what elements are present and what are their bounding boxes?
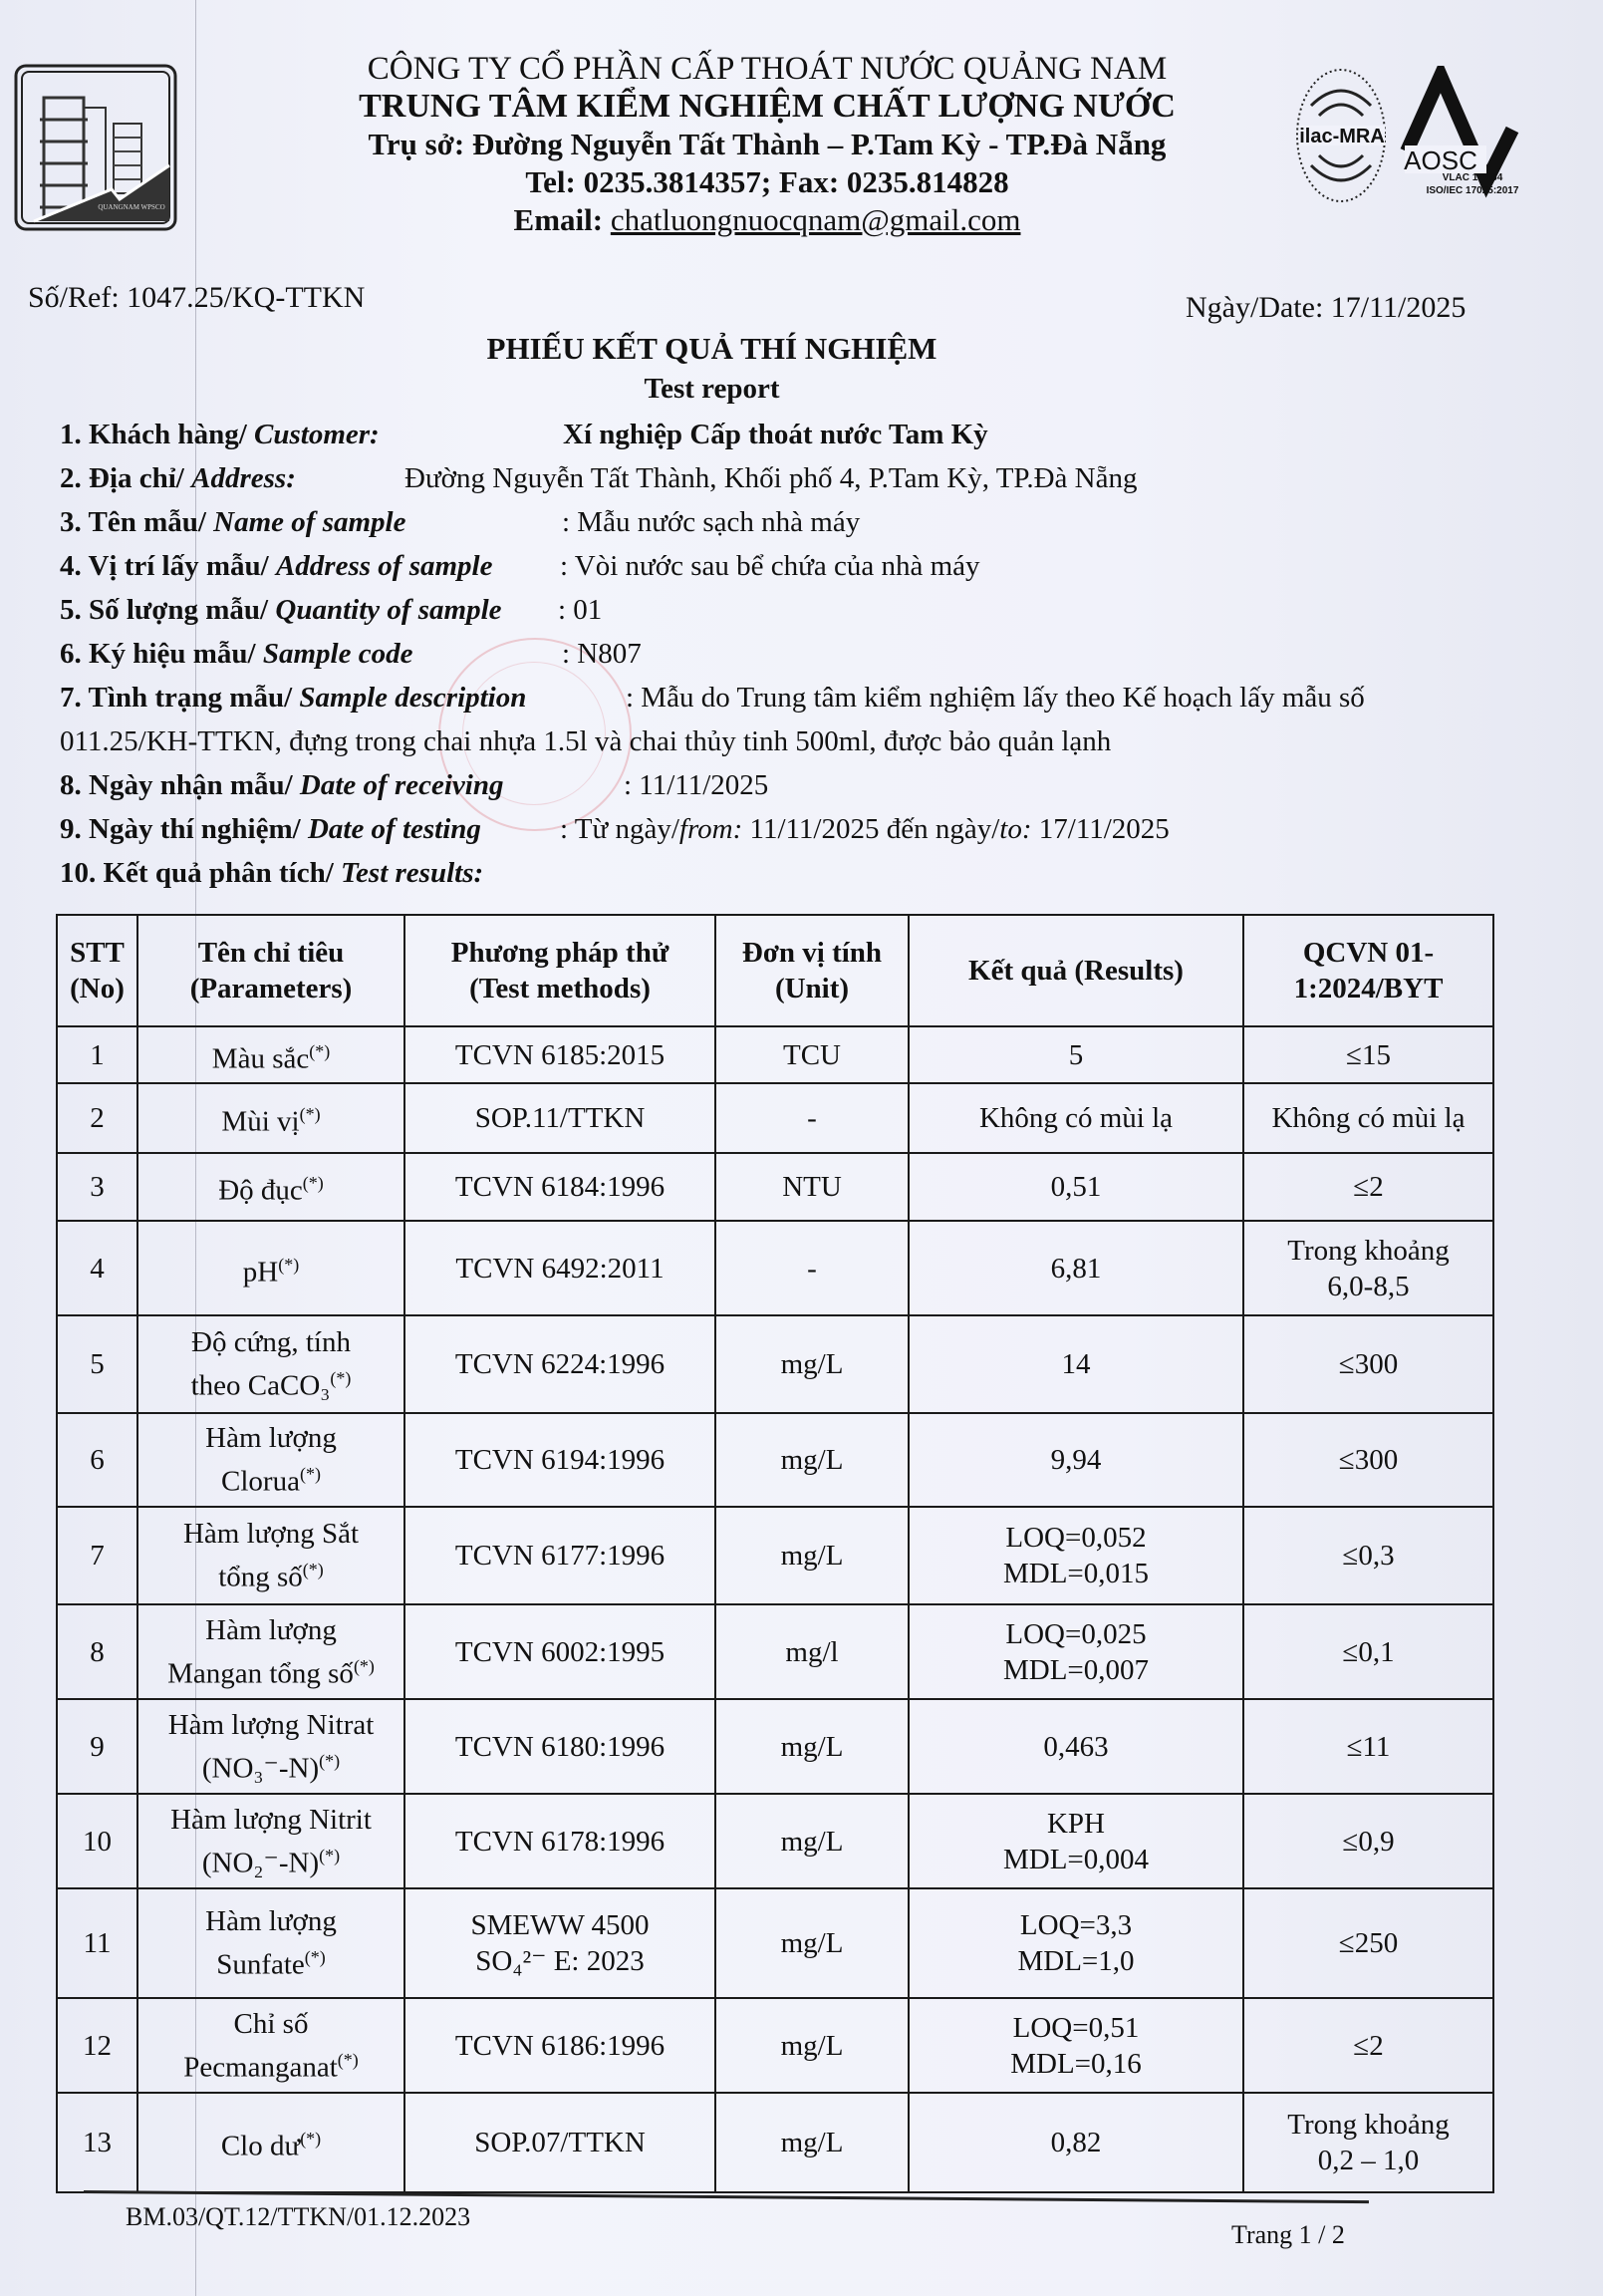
info-quantity: 5. Số lượng mẫu/ Quantity of sample [60,594,502,626]
row-standard-text: ≤15 [1346,1038,1391,1071]
info-sample-name-value: : Mẫu nước sạch nhà máy [562,506,861,538]
row-parameter-text: Độ đục [218,1174,303,1207]
row-no [57,1026,137,1083]
row-result [909,1699,1243,1794]
row-result-text: 0,463 [1043,1730,1109,1763]
row-unit-text: mg/L [780,2127,844,2158]
aosc-text: AOSC [1404,145,1477,175]
row-result [909,1315,1243,1413]
row-result-text: Không có mùi lạ [978,1102,1174,1134]
row-result [909,1888,1243,1998]
row-unit-text: mg/L [780,1540,844,1572]
logo-text: QUANGNAM WPSCO [98,203,165,211]
accredited-mark: (*) [330,1368,352,1389]
info-sample-code: 6. Ký hiệu mẫu/ Sample code [60,638,413,670]
results-table [56,914,1494,2193]
accredited-mark: (*) [302,1560,324,1580]
row-unit [715,1699,909,1794]
iso-code: ISO/IEC 17025:2017 [1426,185,1519,196]
table-row [57,1604,1493,1699]
header-no: STT (No) [57,915,137,1026]
row-result-text: MDL=0,007 [1002,1653,1150,1686]
row-standard-text: ≤2 [1353,2029,1384,2062]
row-method [404,1794,715,1888]
row-unit [715,1998,909,2093]
row-standard [1243,1604,1493,1699]
row-unit-text: NTU [782,1171,842,1203]
row-parameter-text: Clo dư [220,2130,301,2162]
row-method [404,1083,715,1153]
row-no [57,1221,137,1315]
row-unit-text: - [807,1102,817,1134]
row-parameter-text: Hàm lượng Nitrit [170,1803,372,1836]
row-no [57,1315,137,1413]
row-parameter [137,1604,404,1699]
accredited-mark: (*) [337,2049,359,2070]
row-parameter [137,1221,404,1315]
phone-fax: Tel: 0235.3814357; Fax: 0235.814828 [525,164,1009,199]
table-row [57,1998,1493,2093]
accredited-mark: (*) [302,1173,324,1194]
table-row [57,1413,1493,1507]
row-unit [715,1221,909,1315]
row-unit-text: mg/L [780,2029,844,2062]
table-row [57,1221,1493,1315]
row-method [404,1315,715,1413]
row-result [909,1507,1243,1604]
report-title: PHIẾU KẾT QUẢ THÍ NGHIỆM [486,331,937,366]
info-quantity-value: : 01 [558,594,603,626]
row-unit [715,1026,909,1083]
info-sample-location: 4. Vị trí lấy mẫu/ Address of sample [60,550,493,582]
row-no [57,2093,137,2192]
vlac-code: VLAC 1.0164 [1442,172,1503,183]
info-sample-name: 3. Tên mẫu/ Name of sample [60,506,406,538]
row-method-text: TCVN 6185:2015 [454,1038,666,1071]
row-unit [715,2093,909,2192]
row-method-text: TCVN 6177:1996 [454,1540,666,1572]
row-standard [1243,1507,1493,1604]
header-standard: QCVN 01- 1:2024/BYT [1243,915,1493,1026]
row-parameter [137,1315,404,1413]
row-method-text: TCVN 6002:1995 [454,1635,666,1668]
table-header-row [57,915,1493,1026]
accredited-mark: (*) [299,1464,321,1485]
ilac-text: ilac-MRA [1299,126,1385,147]
info-description-value: : Mẫu do Trung tâm kiểm nghiệm lấy theo Kế hoạch lấy mẫu số [626,682,1365,714]
info-customer: 1. Khách hàng/ Customer: [60,419,380,450]
row-no [57,1794,137,1888]
row-no [57,1083,137,1153]
row-parameter [137,1699,404,1794]
row-no-text: 7 [90,1540,105,1572]
table-row [57,1794,1493,1888]
letterhead [259,50,1275,239]
row-parameter [137,1507,404,1604]
accredited-mark: (*) [278,1254,300,1275]
row-parameter-text: Hàm lượng [205,1613,337,1646]
accredited-mark: (*) [309,1040,331,1061]
row-no-text: 5 [90,1348,105,1380]
row-standard [1243,2093,1493,2192]
row-parameter-text: theo CaCO₃ [190,1369,331,1402]
info-customer-value: Xí nghiệp Cấp thoát nước Tam Kỳ [563,419,988,450]
row-result-text: 0,51 [1050,1171,1102,1203]
row-no-text: 2 [90,1102,105,1134]
row-standard-text: ≤300 [1338,1444,1399,1476]
row-method [404,1221,715,1315]
info-sample-location-value: : Vòi nước sau bể chứa của nhà máy [560,550,980,582]
row-method-text: TCVN 6194:1996 [454,1444,666,1476]
row-parameter-text: Mùi vị [221,1105,300,1138]
info-test-results: 10. Kết quả phân tích/ Test results: [60,857,484,889]
accredited-mark: (*) [319,1750,341,1771]
row-unit [715,1604,909,1699]
row-unit [715,1507,909,1604]
row-result [909,1794,1243,1888]
row-no [57,1413,137,1507]
row-standard [1243,1413,1493,1507]
accredited-mark: (*) [304,1947,326,1968]
row-unit [715,1315,909,1413]
row-method-text: TCVN 6180:1996 [454,1730,666,1763]
row-standard [1243,1221,1493,1315]
accreditation-codes [1413,171,1532,197]
row-method-text: SO₄²⁻ E: 2023 [475,1945,645,1977]
row-unit [715,1153,909,1221]
row-method [404,1888,715,1998]
accredited-mark: (*) [353,1655,375,1676]
row-result-text: MDL=0,16 [1010,2047,1142,2080]
row-standard [1243,1026,1493,1083]
report-date: Ngày/Date: 17/11/2025 [1186,291,1467,324]
row-no-text: 13 [83,2127,112,2158]
row-method [404,1026,715,1083]
row-standard [1243,1315,1493,1413]
row-result [909,1998,1243,2093]
header-unit: Đơn vị tính (Unit) [715,915,909,1026]
row-result [909,2093,1243,2192]
table-row [57,1083,1493,1153]
row-parameter-text: Độ cứng, tính [191,1326,351,1359]
form-code: BM.03/QT.12/TTKN/01.12.2023 [126,2202,471,2231]
table-row [57,1026,1493,1083]
row-no-text: 12 [83,2029,112,2062]
row-method-text: SOP.11/TTKN [474,1102,646,1134]
row-no [57,1998,137,2093]
row-unit-text: mg/L [780,1444,844,1476]
aosc-icon [1404,76,1512,181]
row-result [909,1153,1243,1221]
row-standard-text: ≤0,3 [1342,1540,1395,1572]
row-method [404,1153,715,1221]
row-standard [1243,1888,1493,1998]
row-parameter [137,1083,404,1153]
row-method [404,1413,715,1507]
row-result [909,1221,1243,1315]
row-no-text: 8 [90,1635,105,1668]
reference-number: Số/Ref: 1047.25/KQ-TTKN [28,281,366,314]
row-method [404,1998,715,2093]
row-standard [1243,1699,1493,1794]
row-method [404,1699,715,1794]
row-result-text: 5 [1068,1038,1084,1071]
info-address-value: Đường Nguyễn Tất Thành, Khối phố 4, P.Tam Kỳ, TP.Đà Nẵng [404,462,1138,494]
info-date-testing-value: : Từ ngày/from: 11/11/2025 đến ngày/to: 17/11/2025 [560,813,1170,845]
row-result-text: 6,81 [1050,1252,1102,1285]
info-date-receiving: 8. Ngày nhận mẫu/ Date of receiving [60,769,504,801]
row-no-text: 4 [90,1252,105,1285]
row-unit-text: mg/l [785,1635,839,1668]
email-label: Email: [513,202,611,237]
row-parameter [137,1794,404,1888]
email-line [259,201,1275,239]
row-unit [715,1794,909,1888]
row-method [404,1604,715,1699]
row-method-text: SOP.07/TTKN [474,2127,646,2158]
row-standard-text: Không có mùi lạ [1271,1102,1466,1134]
row-parameter-text: Hàm lượng Nitrat [167,1708,375,1741]
table-row [57,2093,1493,2192]
row-method-text: TCVN 6224:1996 [454,1348,666,1380]
row-parameter-text: Clorua [221,1465,300,1498]
row-no-text: 9 [90,1730,105,1763]
row-parameter-text: Mangan tổng số [167,1657,354,1690]
row-no [57,1888,137,1998]
row-parameter-text: Màu sắc [211,1042,310,1075]
head-office-address: Trụ sở: Đường Nguyễn Tất Thành – P.Tam Kỳ - TP.Đà Nẵng [368,127,1167,161]
header-parameters: Tên chỉ tiêu (Parameters) [137,915,404,1026]
row-result-text: MDL=0,004 [1002,1843,1150,1875]
row-standard [1243,1083,1493,1153]
accredited-mark: (*) [299,1104,321,1125]
header-test-methods: Phương pháp thử (Test methods) [404,915,715,1026]
table-row [57,1315,1493,1413]
row-unit-text: TCU [783,1038,841,1071]
row-standard-text: Trong khoảng [1287,1234,1450,1267]
row-result-text: 14 [1061,1348,1091,1380]
row-unit [715,1888,909,1998]
row-standard-text: ≤0,1 [1342,1635,1395,1668]
row-parameter [137,1888,404,1998]
accredited-mark: (*) [300,2129,322,2150]
row-no-text: 6 [90,1444,105,1476]
row-result-text: LOQ=0,51 [1012,2011,1140,2044]
company-logo [12,62,179,233]
info-date-testing: 9. Ngày thí nghiệm/ Date of testing [60,813,481,845]
email-link[interactable]: chatluongnuocqnam@gmail.com [610,202,1021,237]
row-standard-text: ≤250 [1338,1927,1399,1959]
row-no-text: 3 [90,1171,105,1203]
page-number: Trang 1 / 2 [1231,2220,1345,2249]
row-unit-text: mg/L [780,1348,844,1380]
row-result-text: 0,82 [1050,2127,1102,2158]
row-standard-text: ≤0,9 [1342,1825,1395,1858]
row-no-text: 1 [90,1038,105,1071]
row-result-text: KPH [1046,1807,1105,1840]
row-parameter-text: Hàm lượng [205,1422,337,1455]
row-standard [1243,1998,1493,2093]
row-result-text: LOQ=0,052 [1005,1522,1147,1554]
row-no [57,1604,137,1699]
row-parameter [137,1026,404,1083]
accredited-mark: (*) [319,1845,341,1866]
table-row [57,1507,1493,1604]
row-method-text: TCVN 6184:1996 [454,1171,666,1203]
row-parameter-text: Hàm lượng [205,1905,337,1938]
row-result [909,1413,1243,1507]
row-result [909,1026,1243,1083]
row-result [909,1083,1243,1153]
info-address: 2. Địa chỉ/ Address: [60,462,296,494]
row-method-text: SMEWW 4500 [470,1909,650,1941]
row-parameter-text: (NO₂⁻-N) [201,1847,320,1879]
row-method-text: TCVN 6492:2011 [455,1252,665,1285]
ilac-mra-icon [1297,70,1385,201]
table-row [57,1888,1493,1998]
row-method-text: TCVN 6186:1996 [454,2029,666,2062]
row-unit-text: mg/L [780,1825,844,1858]
header-results: Kết quả (Results) [909,915,1243,1026]
row-unit [715,1083,909,1153]
row-no [57,1507,137,1604]
row-parameter [137,1153,404,1221]
row-unit [715,1413,909,1507]
row-result-text: MDL=1,0 [1017,1945,1135,1977]
row-unit-text: mg/L [780,1927,844,1959]
row-parameter [137,1998,404,2093]
row-parameter-text: pH [242,1256,279,1289]
row-no [57,1153,137,1221]
row-result [909,1604,1243,1699]
info-date-receiving-value: : 11/11/2025 [624,769,769,801]
table-row [57,1699,1493,1794]
row-parameter [137,1413,404,1507]
info-sample-code-value: : N807 [562,638,642,670]
table-row [57,1153,1493,1221]
company-name: CÔNG TY CỔ PHẦN CẤP THOÁT NƯỚC QUẢNG NAM [367,51,1168,87]
row-no-text: 11 [83,1927,112,1959]
row-parameter [137,2093,404,2192]
row-parameter-text: Pecmanganat [183,2051,338,2084]
row-method [404,2093,715,2192]
row-no [57,1699,137,1794]
info-description-value-line2: 011.25/KH-TTKN, đựng trong chai nhựa 1.5l và chai thủy tinh 500ml, được bảo quản lạnh [60,725,1112,757]
row-standard-text: ≤300 [1338,1348,1399,1380]
row-parameter-text: tổng số [218,1561,303,1593]
row-no-text: 10 [83,1825,112,1858]
row-result-text: MDL=0,015 [1002,1558,1150,1589]
row-parameter-text: Hàm lượng Sắt [182,1518,360,1551]
row-parameter-text: Chỉ số [233,2007,309,2040]
row-standard-text: Trong khoảng [1287,2109,1450,2141]
row-result-text: LOQ=0,025 [1005,1617,1147,1650]
row-parameter-text: Sunfate [216,1948,305,1981]
row-standard-text: 0,2 – 1,0 [1317,2145,1420,2176]
row-method [404,1507,715,1604]
row-method-text: TCVN 6178:1996 [454,1825,666,1858]
row-standard-text: 6,0-8,5 [1327,1270,1410,1302]
report-subtitle: Test report [644,373,780,405]
row-result-text: 9,94 [1050,1444,1102,1476]
row-standard-text: ≤11 [1346,1730,1391,1763]
row-parameter-text: (NO₃⁻-N) [201,1752,320,1785]
row-result-text: LOQ=3,3 [1019,1909,1133,1941]
row-standard [1243,1794,1493,1888]
row-unit-text: - [807,1252,817,1285]
row-unit-text: mg/L [780,1730,844,1763]
row-standard-text: ≤2 [1353,1171,1384,1203]
center-name: TRUNG TÂM KIỂM NGHIỆM CHẤT LƯỢNG NƯỚC [359,88,1176,125]
row-standard [1243,1153,1493,1221]
info-description: 7. Tình trạng mẫu/ Sample description [60,682,527,714]
